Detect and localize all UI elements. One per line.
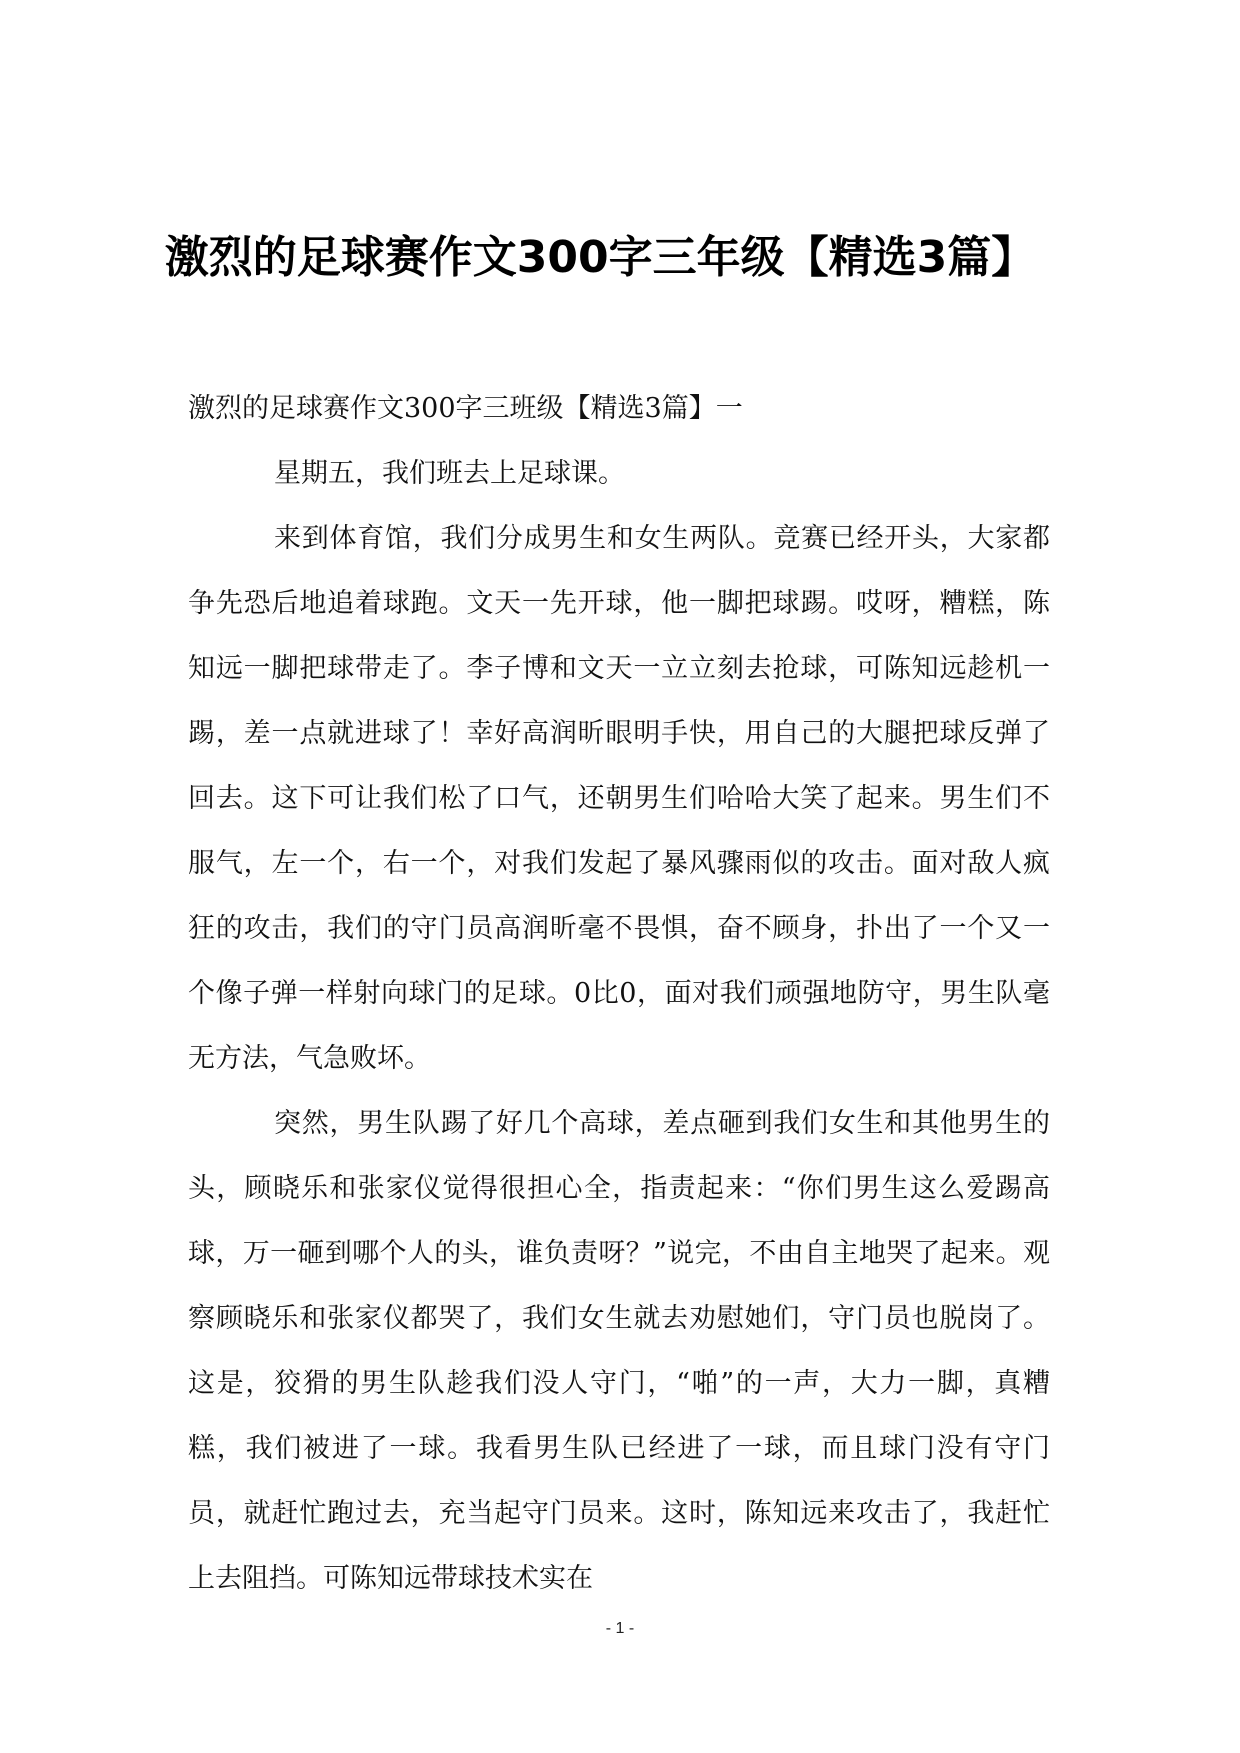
paragraph: 突然，男生队踢了好几个高球，差点砸到我们女生和其他男生的头，顾晓乐和张家仪觉得很担心全，指责起来：“你们男生这么爱踢高球，万一砸到哪个人的头，谁负责呀？”说完，不由自主地哭了起来。观察顾晓乐和张家仪都哭了，我们女生就去劝慰她们，守门员也脱岗了。这是，狡猾的男生队趁我们没人守门，“啪”的一声，大力一脚，真糟糕，我们被进了一球。我看男生队已经进了一球，而且球门没有守门员，就赶忙跑过去，充当起守门员来。这时，陈知远来攻击了，我赶忙上去阻挡。可陈知远带球技术实在 [188,1108,1050,1594]
essay-subtitle: 激烈的足球赛作文300字三班级【精选3篇】一 [188,393,743,424]
paragraph: 来到体育馆，我们分成男生和女生两队。竞赛已经开头，大家都争先恐后地追着球跑。文天一先开球，他一脚把球踢。哎呀，糟糕，陈知远一脚把球带走了。李子博和文天一立立刻去抢球，可陈知远趁机一踢，差一点就进球了！幸好高润昕眼明手快，用自己的大腿把球反弹了回去。这下可让我们松了口气，还朝男生们哈哈大笑了起来。男生们不服气，左一个，右一个，对我们发起了暴风骤雨似的攻击。面对敌人疯狂的攻击，我们的守门员高润昕毫不畏惧，奋不顾身，扑出了一个又一个像子弹一样射向球门的足球。0比0，面对我们顽强地防守，男生队毫无方法，气急败坏。 [188,523,1050,1074]
document-title: 激烈的足球赛作文300字三年级【精选3篇】 [164,232,1036,284]
page-number: - 1 - [605,1620,635,1637]
document-body [188,376,1050,1611]
paragraph: 星期五，我们班去上足球课。 [274,458,625,489]
